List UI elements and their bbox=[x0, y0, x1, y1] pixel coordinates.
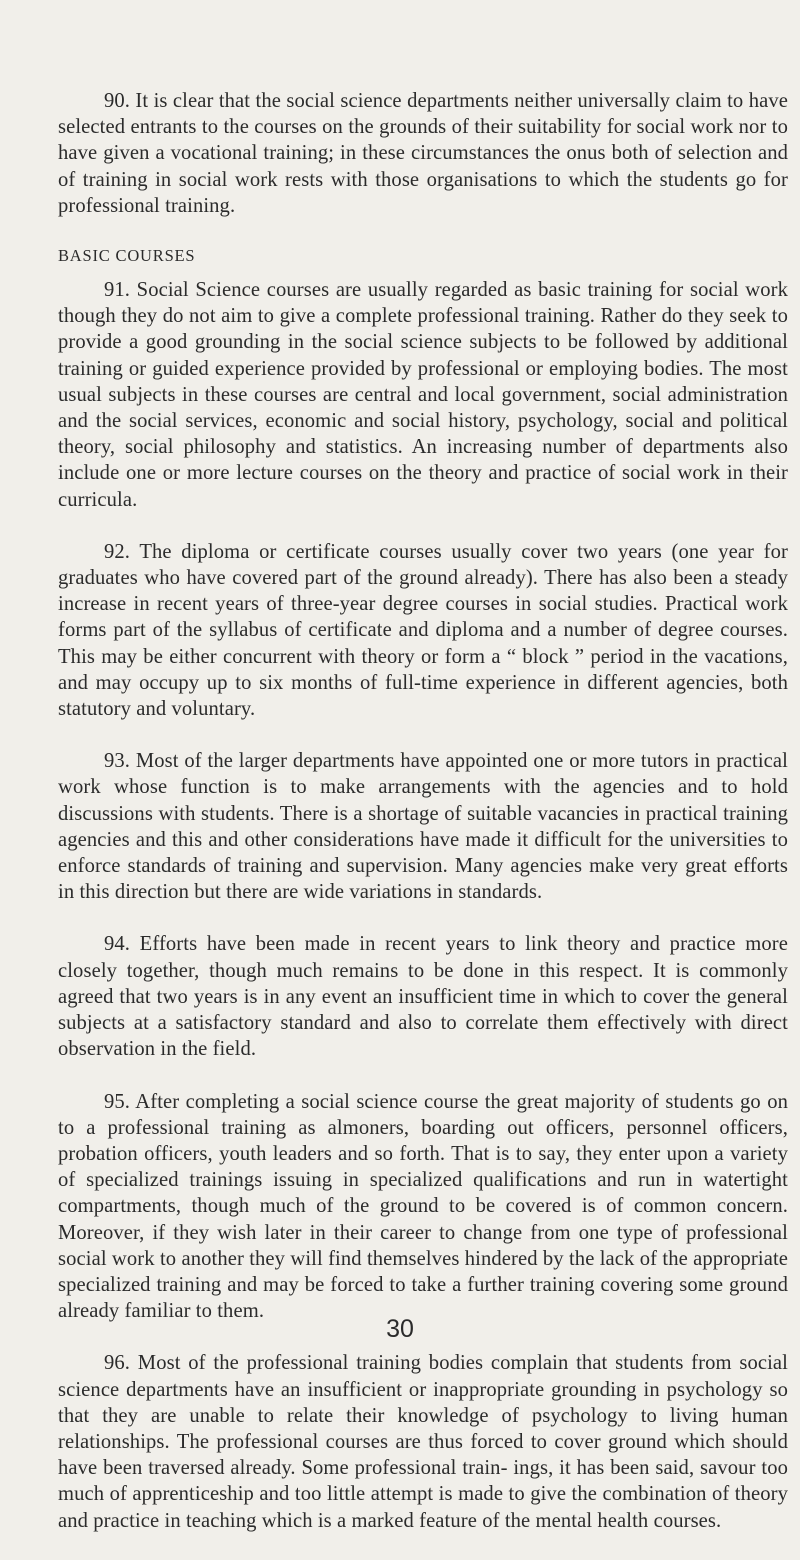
section-heading: BASIC COURSES bbox=[58, 246, 196, 266]
paragraph-94: 94. Efforts have been made in recent years to link theory and practice more closely together, though much remains to be done in this respect. It is commonly agreed that two years is in any event an insufficient time in which to cover the general subjects at a satisfactory standard and also to correlate them effectively with direct observation in the field. bbox=[58, 933, 788, 1061]
page-number: 30 bbox=[386, 1315, 414, 1343]
paragraph-91: 91. Social Science courses are usually regarded as basic training for social work though they do not aim to give a complete professional training. Rather do they seek to provide a good grounding in the social science subjects to be followed by additional training or guided experience provided by professional or employing bodies. The most usual subjects in these courses are central and local government, social administration and the social services, economic and social history, psychology, social and political theory, social philosophy and statistics. An increasing number of departments also include one or more lecture courses on the theory and practice of social work in their curricula. bbox=[58, 279, 788, 511]
paragraph-90: 90. It is clear that the social science departments neither universally claim to have selected entrants to the courses on the grounds of their suitability for social work nor to have given a vocational training; in these circumstances the onus both of selection and of training in social work rests with those organisations to which the students go for professional training. bbox=[58, 90, 788, 217]
paragraph-93: 93. Most of the larger departments have appointed one or more tutors in practical work whose function is to make arrangements with the agencies and to hold discussions with students. There is a shortage of suitable vacancies in practical training agencies and this and other considerations have made it difficult for the universities to enforce standards of training and supervision. Many agencies make very great efforts in this direction but there are wide variations in standards. bbox=[58, 750, 788, 904]
paragraph-95: 95. After completing a social science course the great majority of students go on to a professional training as almoners, boarding out officers, personnel officers, probation officers, youth leaders and so forth. That is to say, they enter upon a variety of specialized trainings issuing in specialized qualifications and run in watertight compartments, though much of the ground to be covered is of common concern. Moreover, if they wish later in their career to change from one type of professional social work to another they will find themselves hindered by the lack of the appropriate specialized training and may be forced to take a further training covering some ground already familiar to them. bbox=[58, 1090, 788, 1323]
paragraph-92: 92. The diploma or certificate courses usually cover two years (one year for graduates who have covered part of the ground already). There has also been a steady increase in recent years of three-year degree courses in social studies. Practical work forms part of the syllabus of certificate and diploma and a number of degree courses. This may be either concurrent with theory or form a “ block ” period in the vacations, and may occupy up to six months of full-time experience in different agencies, both statutory and voluntary. bbox=[58, 540, 788, 721]
paragraph-96: 96. Most of the professional training bodies complain that students from social science departments have an insufficient or inappropriate grounding in psychology so that they are unable to relate their knowledge of psychology to living human relationships. The professional courses are thus forced to cover ground which should have been traversed already. Some professional train- ings, it has been said, savour too much of apprenticeship and too little attempt is made to give the combination of theory and practice in teaching which is a marked feature of the mental health courses. bbox=[58, 1352, 788, 1532]
